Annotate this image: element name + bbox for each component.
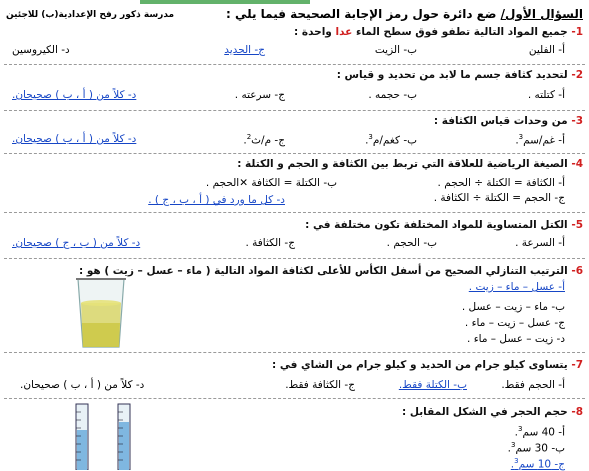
option-c[interactable]: ج- الحجم = الكتلة ÷ الكثافة . (433, 192, 565, 204)
question-1 (4, 24, 585, 68)
option-b-exponent: 3 (368, 133, 373, 141)
question-number: 4- (571, 158, 583, 170)
question-number: 3- (571, 115, 583, 127)
option-a[interactable] (515, 133, 565, 147)
question-text: الكتل المتساوية للمواد المختلفة تكون مختلفة في : (305, 219, 568, 231)
option-a-tail: . (514, 426, 518, 439)
option-b[interactable] (508, 441, 565, 455)
option-a[interactable]: أ- الحجم فقط. (501, 379, 565, 391)
option-b-text: ب- الكتلة = الكثافة (248, 177, 337, 189)
school-name: مدرسة ذكور رفح الإعدادية(ب) للاجئين (6, 10, 175, 20)
question-text: لتحديد كثافة جسم ما لابد من تحديد و قياس : (336, 69, 568, 81)
option-c[interactable]: ج- الكثافة فقط. (285, 379, 355, 391)
question-number: 8- (571, 406, 583, 418)
option-d[interactable]: د- كلاً من ( أ ، ب ) صحيحان. (20, 379, 145, 391)
question-number: 6- (571, 265, 583, 277)
question-5 (4, 212, 585, 253)
option-b-text: ب- كغم/م (372, 134, 417, 147)
beaker-image (74, 277, 128, 349)
question-text: يتساوى كيلو جرام من الحديد و كيلو جرام من الشاي في : (272, 359, 568, 371)
option-a[interactable]: أ- الكثافة = الكتلة ÷ الحجم . (437, 177, 565, 189)
option-a[interactable]: أ- السرعة . (515, 237, 565, 249)
question-text: من وحدات قياس الكثافة : (433, 115, 568, 127)
option-d[interactable]: د- زيت – عسل – ماء . (467, 333, 565, 345)
option-b-tail: الحجم . (205, 177, 240, 189)
option-a-text: أ- غم/سم (523, 134, 565, 147)
main-question-heading (226, 7, 583, 21)
question-3 (4, 110, 585, 153)
option-c-exponent: 3 (514, 457, 519, 465)
option-c[interactable]: ج- عسل – زيت – ماء . (464, 317, 565, 329)
option-a-text: أ- 40 سم (522, 426, 565, 439)
option-b-tail: . (365, 134, 369, 147)
question-6 (4, 258, 585, 351)
question-stem (272, 359, 583, 371)
top-color-bar (140, 0, 310, 4)
option-c-exponent: 2 (246, 133, 252, 141)
option-b-tail: . (507, 442, 512, 455)
main-question-label: السؤال الأول/ (500, 7, 583, 21)
option-b[interactable] (365, 133, 417, 147)
option-a[interactable]: أ- الفلين (528, 44, 565, 56)
question-7 (4, 352, 585, 397)
option-a[interactable]: أ- كتلته . (527, 89, 565, 101)
question-highlight: عدا (335, 26, 353, 38)
graduated-cylinders-image (70, 400, 140, 470)
question-stem (402, 406, 583, 418)
option-c[interactable]: ج- الكثافة . (245, 237, 295, 249)
multiply-icon: ✕ (239, 177, 249, 189)
option-c[interactable]: ج- سرعته . (234, 89, 285, 101)
question-stem (237, 158, 583, 170)
option-c[interactable]: ج- الحديد (224, 44, 265, 56)
question-stem (294, 26, 583, 38)
option-d[interactable]: د- الكيروسين (12, 44, 70, 56)
option-c-tail: . (243, 134, 247, 147)
option-b[interactable]: ب- الكتلة فقط. (398, 379, 467, 391)
question-number: 2- (571, 69, 583, 81)
option-a[interactable]: أ- عسل – ماء – زيت . (468, 281, 565, 293)
option-a-exponent: 3 (518, 133, 524, 141)
option-c-text: ج- 10 سم (518, 458, 565, 471)
main-question-text: ضع دائرة حول رمز الإجابة الصحيحة فيما يلي : (225, 7, 501, 21)
option-c[interactable] (511, 457, 565, 471)
question-number: 5- (571, 219, 583, 231)
option-b[interactable]: ب- الزيت (374, 44, 417, 56)
option-d[interactable]: د- كل ما ورد في ( أ ، ب ، ج ) . (148, 194, 285, 206)
question-stem (79, 265, 583, 277)
option-b[interactable] (206, 177, 337, 189)
option-b-exponent: 3 (511, 441, 516, 449)
question-stem (337, 69, 583, 81)
option-b[interactable]: ب- الحجم . (386, 237, 437, 249)
option-c[interactable] (243, 133, 285, 147)
question-text: جميع المواد التالية تطفو فوق سطح الماء (352, 26, 568, 38)
question-stem (305, 219, 583, 231)
question-text: الصيغة الرياضية للعلاقة التي تربط بين الكثافة و الحجم و الكتلة : (237, 158, 568, 170)
option-d[interactable]: د- كلاً من ( ب ، ج ) صحيحان. (12, 237, 141, 249)
question-tail: واحدة : (294, 26, 336, 38)
option-c-tail: . (510, 458, 515, 471)
question-2 (4, 64, 585, 109)
option-a[interactable] (515, 425, 565, 439)
option-b[interactable]: ب- ماء – زيت – عسل . (461, 301, 565, 313)
question-4 (4, 153, 585, 212)
option-b[interactable]: ب- حجمه . (368, 89, 417, 101)
option-d[interactable]: د- كلاً من ( أ ، ب ) صحيحان. (12, 89, 137, 101)
question-text: حجم الحجر في الشكل المقابل : (402, 406, 568, 418)
question-text: الترتيب التنازلي الصحيح من أسفل الكأس للأعلى لكثافة المواد التالية ( ماء – عسل – زيت ) هو : (78, 265, 568, 277)
option-d[interactable]: د- كلاً من ( أ ، ب ) صحيحان. (12, 133, 137, 145)
option-c-text: ج- م/ث (251, 134, 285, 147)
question-number: 7- (571, 359, 583, 371)
question-stem (434, 115, 583, 127)
question-number: 1- (571, 26, 583, 38)
option-a-exponent: 3 (517, 425, 523, 433)
option-b-text: ب- 30 سم (515, 442, 565, 455)
option-a-tail: . (515, 134, 519, 147)
